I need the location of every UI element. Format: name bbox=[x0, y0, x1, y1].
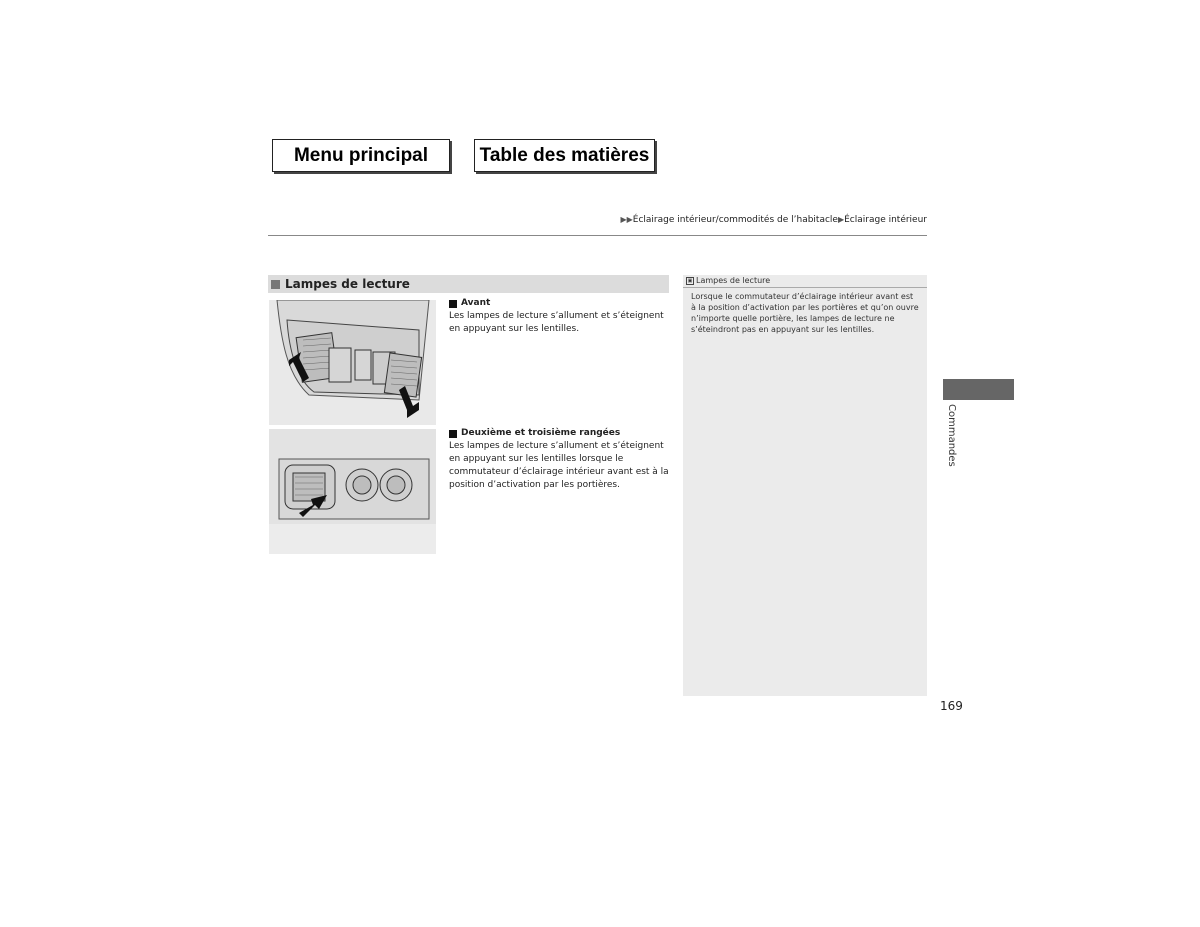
bullet-square-icon bbox=[449, 430, 457, 438]
note-body: Lorsque le commutateur d’éclairage intérieur avant est à la position d’activation par les portières et qu’on ouvre n’importe quelle portière, les lampes de lecture ne s’éteindront pas en appuyant sur les lentilles. bbox=[691, 292, 919, 334]
subsection-body: Les lampes de lecture s’allument et s’éteignent en appuyant sur les lentilles. bbox=[449, 311, 664, 334]
subsection-title: Deuxième et troisième rangées bbox=[461, 428, 621, 438]
breadcrumb-item-current: Éclairage intérieur bbox=[844, 215, 927, 225]
breadcrumb bbox=[620, 215, 927, 225]
subsection-front bbox=[449, 297, 669, 336]
subsection-rear bbox=[449, 427, 669, 492]
header-divider bbox=[268, 235, 927, 236]
breadcrumb-arrow-icon: ▶ bbox=[837, 215, 845, 224]
section-marker-icon bbox=[271, 280, 280, 289]
breadcrumb-item-interior-lighting[interactable]: Éclairage intérieur/commodités de l’habitacle bbox=[632, 215, 838, 225]
note-title: Lampes de lecture bbox=[696, 276, 771, 285]
section-title: Lampes de lecture bbox=[285, 277, 410, 291]
bullet-square-icon bbox=[449, 300, 457, 308]
subsection-body: Les lampes de lecture s’allument et s’éteignent en appuyant sur les lentilles lorsque le commutateur d’éclairage intérieur avant est à la position d’activation par les portières. bbox=[449, 441, 669, 490]
page-number: 169 bbox=[940, 699, 963, 713]
chapter-tab[interactable] bbox=[943, 379, 1014, 400]
subsection-title: Avant bbox=[461, 298, 491, 308]
chapter-tab-label: Commandes bbox=[946, 404, 957, 467]
breadcrumb-arrow-icon: ▶▶ bbox=[620, 215, 633, 224]
section-header bbox=[268, 275, 669, 293]
note-sidebar bbox=[683, 275, 927, 696]
rear-reading-lamp-illustration bbox=[269, 429, 436, 554]
front-reading-lamp-illustration bbox=[269, 300, 436, 425]
table-of-contents-button[interactable]: Table des matières bbox=[474, 139, 655, 172]
main-menu-button[interactable]: Menu principal bbox=[272, 139, 450, 172]
note-marker-icon: ▣ bbox=[687, 277, 693, 284]
